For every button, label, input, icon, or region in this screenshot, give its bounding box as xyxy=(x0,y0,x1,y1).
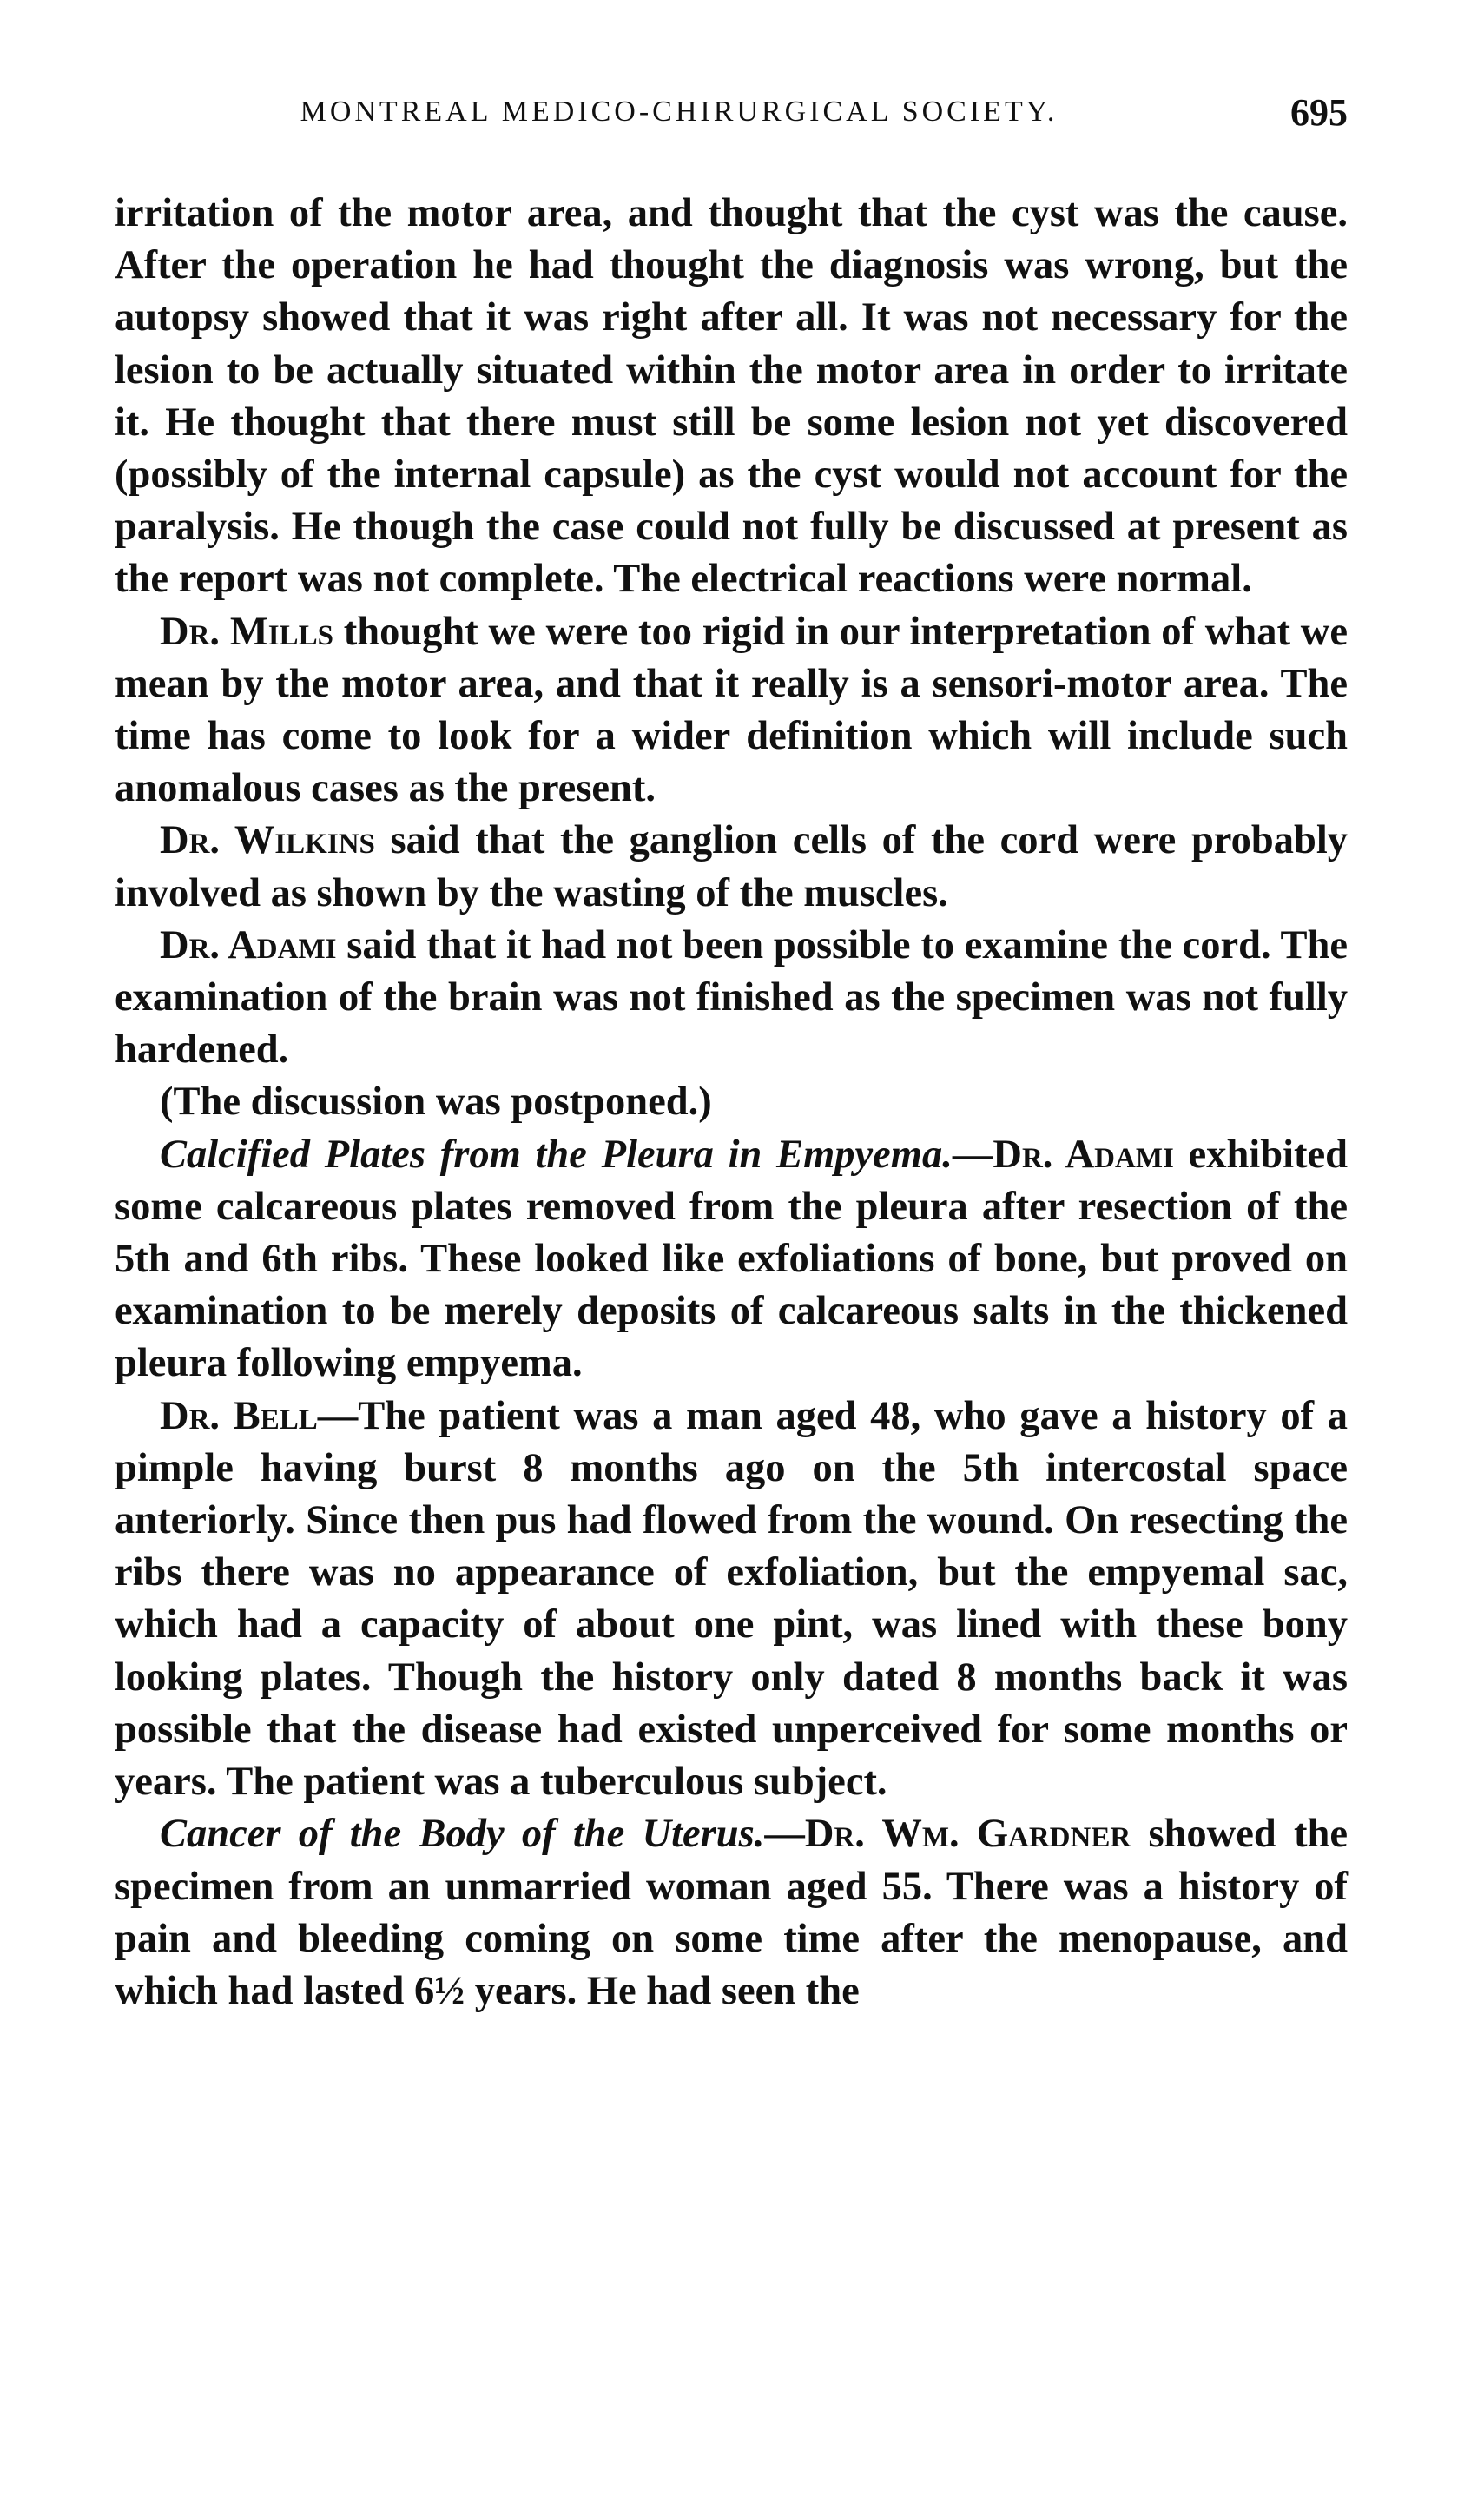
speaker-wilkins: Dr. Wilkins xyxy=(160,818,375,863)
speaker-adami: Dr. Adami xyxy=(160,922,337,968)
paragraph-5: (The discussion was postponed.) xyxy=(160,1080,712,1125)
section-title-calcified-plates: Calcified Plates from the Pleura in Empyema. xyxy=(160,1132,953,1177)
speaker-mills: Dr. Mills xyxy=(160,609,333,654)
paragraph-2 xyxy=(115,606,1348,816)
paragraph-7-text: —The patient was a man aged 48, who gave a history of a pimple having burst 8 months ago on the 5th intercostal space anteriorly. Since then pus had flowed from the wound. On resecting the ribs there was no appearance of exfoliation, but the empyemal sac, which had a capacity of about one pint, was lined with these bony looking plates. Though the history only dated 8 months back it was possible that the disease had existed unperceived for some months or years. The patient was a tuberculous subject. xyxy=(115,1393,1348,1805)
paragraph-4 xyxy=(115,920,1348,1077)
paragraph-1: irritation of the motor area, and thought that the cyst was the cause. After the operation he had thought the diagnosis was wrong, but the autopsy showed that it was right after all. It was not necessary for the lesion to be actually situated within the motor area in order to irritate it. He thought that there must still be some lesion not yet discovered (possibly of the internal capsule) as the cyst would not account for the paralysis. He though the case could not fully be discussed at present as the report was not complete. The electrical reactions were normal. xyxy=(115,191,1348,602)
em-dash: — xyxy=(952,1132,993,1177)
paragraph-8 xyxy=(115,1808,1348,2018)
em-dash-2: — xyxy=(764,1812,805,1857)
paragraph-3-text: said that the ganglion cells of the cord were probably involved as shown by the wasting of the muscles. xyxy=(115,818,1348,915)
speaker-adami-2: Dr. Adami xyxy=(993,1132,1174,1177)
speaker-gardner: Dr. Wm. Gardner xyxy=(804,1812,1131,1857)
document-page xyxy=(115,87,1348,2018)
paragraph-8-text: showed the specimen from an unmarried woman aged 55. There was a history of pain and bleeding coming on some time after the menopause, and which had lasted 6½ years. He had seen the xyxy=(115,1812,1349,2013)
paragraph-6-text: exhibited some calcareous plates removed from the pleura after resection of the 5th and 6th ribs. These looked like exfoliations of bone, but proved on examination to be merely deposits of calcareous salts in the thickened pleura following empyema. xyxy=(115,1132,1348,1386)
speaker-bell: Dr. Bell xyxy=(160,1393,318,1438)
page-number: 695 xyxy=(1290,91,1348,134)
paragraph-3 xyxy=(115,815,1348,919)
paragraph-2-text: thought we were too rigid in our interpretation of what we mean by the motor area, and that it really is a sensori-motor area. The time has come to look for a wider definition which will include such anomalous cases as the present. xyxy=(115,609,1348,811)
paragraph-7 xyxy=(115,1390,1348,1809)
body-text xyxy=(115,188,1348,2018)
running-head xyxy=(115,87,1348,142)
running-title: MONTREAL MEDICO-CHIRURGICAL SOCIETY. xyxy=(300,96,1059,128)
section-title-cancer-uterus: Cancer of the Body of the Uterus. xyxy=(160,1812,765,1857)
paragraph-4-text: said that it had not been possible to examine the cord. The examination of the brain was not finished as the specimen was not fully hardened. xyxy=(115,922,1348,1073)
paragraph-6 xyxy=(115,1129,1348,1390)
